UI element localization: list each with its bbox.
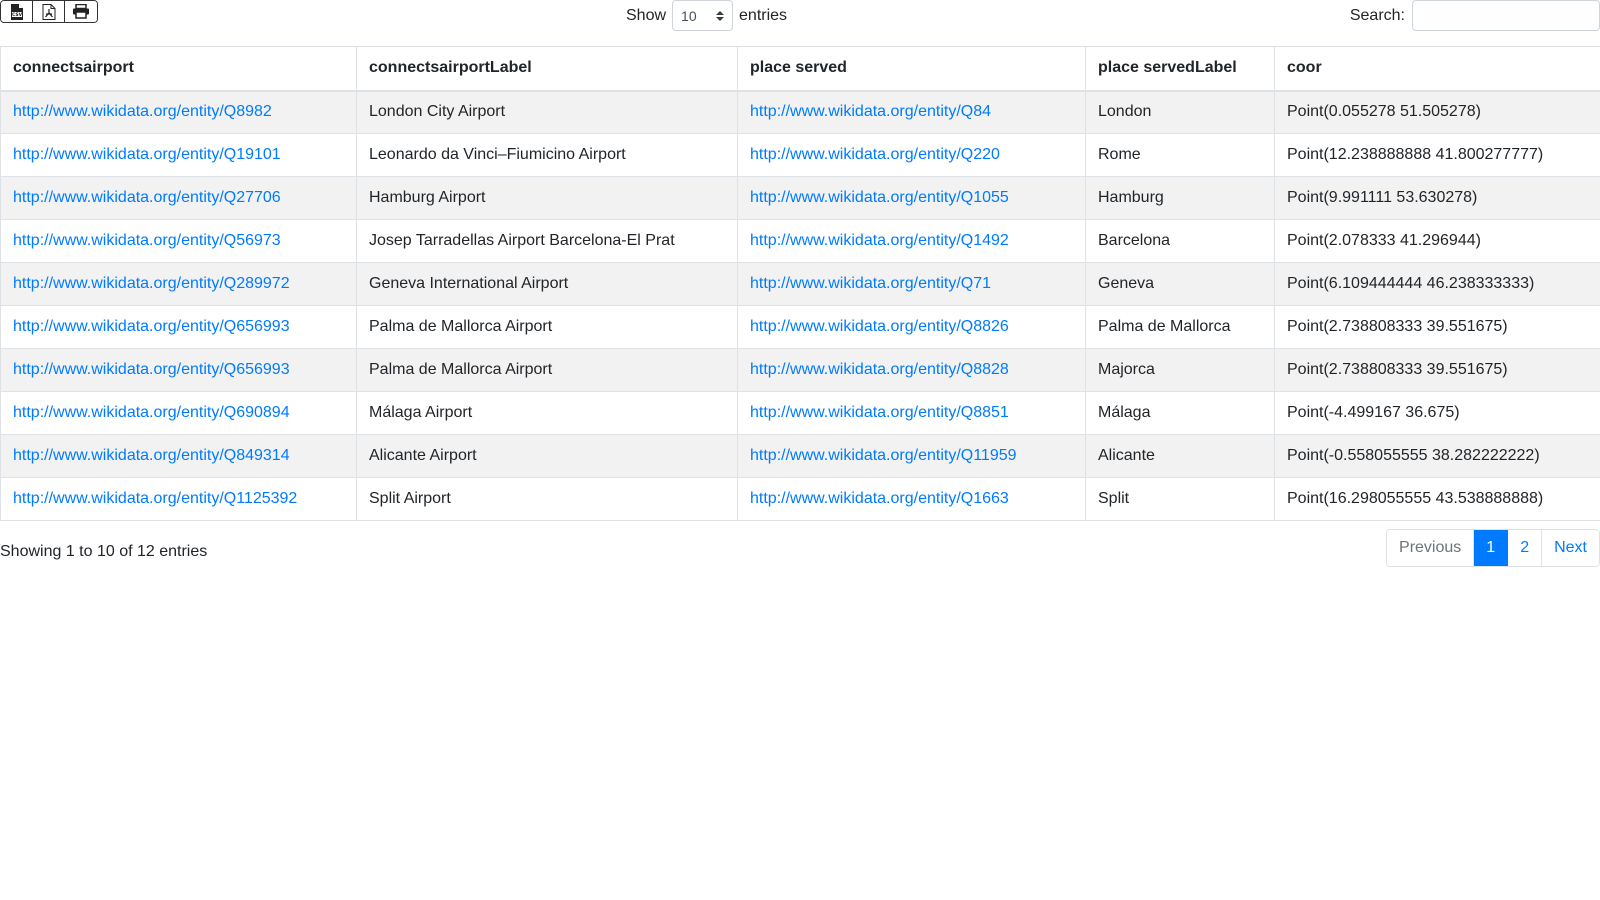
- place-entity-link[interactable]: http://www.wikidata.org/entity/Q8828: [750, 361, 1009, 378]
- table-cell: [357, 435, 738, 478]
- table-cell: [357, 306, 738, 349]
- airport-entity-link[interactable]: http://www.wikidata.org/entity/Q8982: [13, 103, 272, 121]
- table-cell: [1275, 91, 1600, 134]
- airport-entity-link[interactable]: http://www.wikidata.org/entity/Q656993: [13, 318, 290, 335]
- table-cell: [738, 349, 1086, 392]
- page-length-select[interactable]: [672, 0, 733, 31]
- coordinate-value: Point(0.055278 51.505278): [1287, 103, 1481, 121]
- table-cell: [1086, 478, 1275, 521]
- column-header-place-served[interactable]: place served: [738, 47, 1086, 91]
- airport-entity-link[interactable]: http://www.wikidata.org/entity/Q19101: [13, 146, 281, 163]
- airport-label: Geneva International Airport: [369, 275, 569, 292]
- place-label: Hamburg: [1098, 189, 1164, 206]
- place-entity-link[interactable]: http://www.wikidata.org/entity/Q84: [750, 103, 991, 121]
- coordinate-value: Point(-0.558055555 38.282222222): [1287, 447, 1540, 464]
- coordinate-value: Point(-4.499167 36.675): [1287, 404, 1460, 421]
- table-row: [1, 220, 1600, 263]
- place-entity-link[interactable]: http://www.wikidata.org/entity/Q220: [750, 146, 1000, 163]
- table-header-row: [1, 47, 1600, 91]
- table-cell: [738, 306, 1086, 349]
- page-length-value: 10: [681, 7, 697, 24]
- svg-text:CSV: CSV: [11, 12, 22, 18]
- airport-label: Palma de Mallorca Airport: [369, 318, 553, 335]
- table-cell: [1, 306, 357, 349]
- place-entity-link[interactable]: http://www.wikidata.org/entity/Q71: [750, 275, 991, 292]
- airport-label: Málaga Airport: [369, 404, 473, 421]
- next-page-button[interactable]: Next: [1542, 530, 1599, 566]
- airport-entity-link[interactable]: http://www.wikidata.org/entity/Q289972: [13, 275, 290, 292]
- table-cell: [1275, 177, 1600, 220]
- entries-label: entries: [739, 6, 788, 24]
- table-cell: [1086, 306, 1275, 349]
- table-cell: [1086, 349, 1275, 392]
- table-row: [1, 91, 1600, 134]
- csv-file-icon: [10, 4, 24, 20]
- table-cell: [357, 263, 738, 306]
- airport-label: London City Airport: [369, 103, 506, 121]
- table-cell: [738, 263, 1086, 306]
- table-cell: [1, 478, 357, 521]
- table-cell: [1086, 91, 1275, 134]
- table-row: [1, 349, 1600, 392]
- pagination: [1386, 529, 1600, 567]
- airport-entity-link[interactable]: http://www.wikidata.org/entity/Q690894: [13, 404, 290, 421]
- page-length-control: [626, 0, 787, 31]
- table-cell: [357, 478, 738, 521]
- previous-page-button[interactable]: Previous: [1387, 530, 1474, 566]
- place-label: Málaga: [1098, 404, 1151, 421]
- place-entity-link[interactable]: http://www.wikidata.org/entity/Q8851: [750, 404, 1009, 421]
- pdf-file-icon: [42, 4, 56, 20]
- table-cell: [1, 392, 357, 435]
- table-cell: [1275, 478, 1600, 521]
- column-header-connectsairport-label[interactable]: connectsairportLabel: [357, 47, 738, 91]
- table-row: [1, 177, 1600, 220]
- print-button[interactable]: [65, 1, 97, 22]
- table-cell: [738, 134, 1086, 177]
- table-cell: [1275, 220, 1600, 263]
- table-cell: [1275, 263, 1600, 306]
- coordinate-value: Point(12.238888888 41.800277777): [1287, 146, 1544, 163]
- table-cell: [1275, 392, 1600, 435]
- table-cell: [1086, 435, 1275, 478]
- airport-entity-link[interactable]: http://www.wikidata.org/entity/Q656993: [13, 361, 290, 378]
- table-cell: [357, 91, 738, 134]
- coordinate-value: Point(6.109444444 46.238333333): [1287, 275, 1535, 292]
- airport-entity-link[interactable]: http://www.wikidata.org/entity/Q27706: [13, 189, 281, 206]
- coordinate-value: Point(2.738808333 39.551675): [1287, 318, 1508, 335]
- airport-label: Palma de Mallorca Airport: [369, 361, 553, 378]
- airport-label: Alicante Airport: [369, 447, 477, 464]
- export-button-group: [0, 0, 98, 23]
- search-control: [1350, 0, 1600, 31]
- airport-entity-link[interactable]: http://www.wikidata.org/entity/Q56973: [13, 232, 281, 249]
- place-label: Rome: [1098, 146, 1141, 163]
- table-cell: [1275, 349, 1600, 392]
- print-icon: [72, 4, 90, 19]
- place-label: London: [1098, 103, 1152, 121]
- table-cell: [738, 435, 1086, 478]
- table-row: [1, 392, 1600, 435]
- table-toolbar: [0, 0, 1600, 46]
- place-label: Alicante: [1098, 447, 1155, 464]
- place-entity-link[interactable]: http://www.wikidata.org/entity/Q11959: [750, 447, 1017, 464]
- table-cell: [1, 91, 357, 134]
- airport-label: Split Airport: [369, 490, 451, 507]
- place-label: Barcelona: [1098, 232, 1171, 249]
- table-cell: [357, 177, 738, 220]
- table-cell: [1, 177, 357, 220]
- search-label: Search:: [1349, 6, 1405, 24]
- table-cell: [1086, 220, 1275, 263]
- place-label: Majorca: [1098, 361, 1155, 378]
- page-button[interactable]: 2: [1508, 530, 1542, 566]
- coordinate-value: Point(2.078333 41.296944): [1287, 232, 1481, 249]
- airport-label: Hamburg Airport: [369, 189, 486, 206]
- airport-entity-link[interactable]: http://www.wikidata.org/entity/Q1125392: [13, 490, 298, 507]
- table-row: [1, 263, 1600, 306]
- table-row: [1, 478, 1600, 521]
- table-cell: [738, 177, 1086, 220]
- place-label: Geneva: [1098, 275, 1155, 292]
- place-entity-link[interactable]: http://www.wikidata.org/entity/Q1055: [750, 189, 1009, 206]
- place-entity-link[interactable]: http://www.wikidata.org/entity/Q1492: [750, 232, 1009, 249]
- airport-label: Josep Tarradellas Airport Barcelona-El Prat: [369, 232, 675, 249]
- table-cell: [738, 220, 1086, 263]
- table-cell: [1, 435, 357, 478]
- search-input[interactable]: [1412, 0, 1600, 31]
- table-cell: [357, 392, 738, 435]
- airport-label: Leonardo da Vinci–Fiumicino Airport: [369, 146, 626, 163]
- page-button[interactable]: 1: [1474, 530, 1508, 566]
- table-cell: [1, 220, 357, 263]
- column-header-place-served-label[interactable]: place servedLabel: [1086, 47, 1275, 91]
- table-cell: [738, 478, 1086, 521]
- table-cell: [1086, 177, 1275, 220]
- place-entity-link[interactable]: http://www.wikidata.org/entity/Q8826: [750, 318, 1009, 335]
- table-cell: [1086, 263, 1275, 306]
- table-cell: [738, 91, 1086, 134]
- select-arrows-icon: [716, 11, 724, 21]
- table-cell: [1, 349, 357, 392]
- table-cell: [1275, 134, 1600, 177]
- table-cell: [1, 263, 357, 306]
- table-cell: [1086, 392, 1275, 435]
- table-footer: [0, 521, 1600, 571]
- table-cell: [1275, 435, 1600, 478]
- table-info: Showing 1 to 10 of 12 entries: [0, 543, 208, 560]
- export-pdf-button[interactable]: [33, 1, 65, 22]
- results-table: [0, 46, 1600, 521]
- table-row: [1, 435, 1600, 478]
- place-label: Split: [1098, 490, 1130, 507]
- coordinate-value: Point(9.991111 53.630278): [1287, 189, 1478, 206]
- table-row: [1, 134, 1600, 177]
- column-header-coor[interactable]: coor: [1275, 47, 1600, 91]
- table-cell: [1, 134, 357, 177]
- table-cell: [357, 220, 738, 263]
- table-cell: [357, 134, 738, 177]
- table-cell: [738, 392, 1086, 435]
- coordinate-value: Point(2.738808333 39.551675): [1287, 361, 1508, 378]
- coordinate-value: Point(16.298055555 43.538888888): [1287, 490, 1544, 507]
- table-row: [1, 306, 1600, 349]
- table-cell: [1275, 306, 1600, 349]
- show-label: Show: [626, 6, 667, 24]
- airport-entity-link[interactable]: http://www.wikidata.org/entity/Q849314: [13, 447, 290, 464]
- export-csv-button[interactable]: [1, 1, 33, 22]
- column-header-connectsairport[interactable]: connectsairport: [1, 47, 357, 91]
- table-cell: [357, 349, 738, 392]
- place-label: Palma de Mallorca: [1098, 318, 1231, 335]
- place-entity-link[interactable]: http://www.wikidata.org/entity/Q1663: [750, 490, 1009, 507]
- table-cell: [1086, 134, 1275, 177]
